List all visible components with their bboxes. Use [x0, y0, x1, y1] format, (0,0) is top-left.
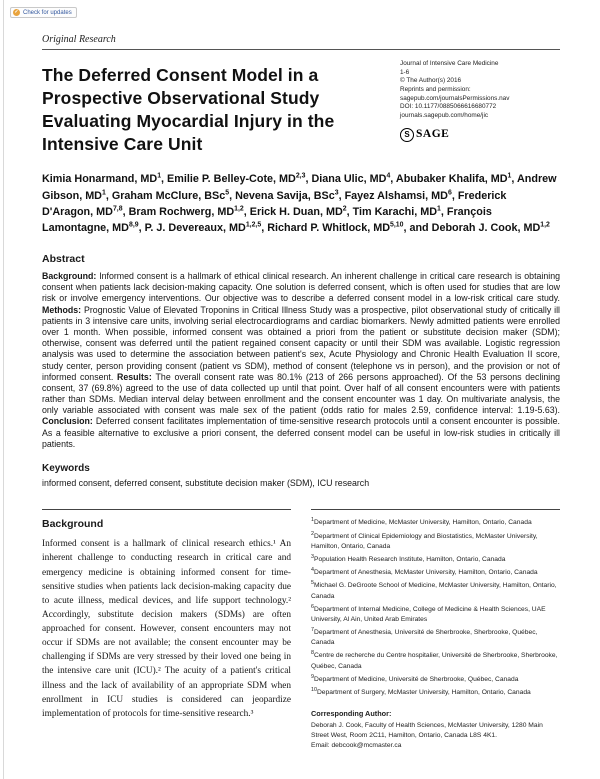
author-affiliation-sup: 3: [334, 188, 339, 196]
sage-wordmark: SAGE: [416, 128, 450, 141]
affiliation-number: 2: [311, 530, 314, 537]
abstract-text: Background: Informed consent is a hallmark of ethical clinical research. An inherent challenge in critical care research is obtaining consent when patients lack decision-making capacity. One solution is deferred consent, which is often used for studies that are low risk or involve emergency interventions. Our objective was to describe a deferred consent model in a low-risk critical care study. Methods: Prognostic Value of Elevated Troponins in Critical Illness Study was a prospective, pilot observational study of critically ill patients in 3 intensive care units, involving serial electrocardiograms and cardiac biomarkers. Newly admitted patients were enrolled over 1 month. When possible, informed consent was obtained a priori from the patient or substitute decision maker (SDM); otherwise, consent was deferred until the patient regained consent capacity or until their SDM was available. Logistic regression analysis was used to determine the association between patient's sex, Acute Physiology and Chronic Health Evaluation II score, study center, person providing consent (patient vs SDM), method of consent (telephone vs in person), and the provision or not of informed consent. Results: The overall consent rate was 80.1% (213 of 266 persons approached). Of the 53 persons declining consent, 37 (69.8%) agreed to the use of data collected up until that point. Over half of all consent encounters were with patients rather than SDMs. Median interval delay between enrollment and the consent encounter was 1 day. On multivariate analysis, the only variable associated with consent was male sex of the patient (odds ratio for males 2.59, confidence interval: 1.19-5.63). Conclusion: Deferred consent facilitates implementation of time-sensitive research protocols until a consent encounter is possible. As a feasible alternative to exclusive a priori consent, the deferred consent model can be useful in low-risk studies in critically ill patients.: [42, 271, 560, 449]
abstract-section: [42, 253, 560, 450]
article-type-label: Original Research: [42, 34, 116, 45]
two-column-body: [42, 509, 560, 751]
abstract-section-label: Background:: [42, 271, 100, 282]
author-name: Kimia Honarmand, $MD^1$: [42, 172, 162, 186]
author-affiliation-sup: 2: [342, 205, 347, 213]
author-name: Frederick D'Aragon, MD$^{7,8}$: [42, 189, 507, 218]
affiliation-number: 4: [311, 567, 314, 574]
journal-info-line: Reprints and permission:: [400, 85, 471, 93]
affiliation-item: $^4$Department of Anesthesia, McMaster University, Hamilton, Ontario, Canada: [311, 567, 538, 577]
author-affiliation-sup: 1,2: [540, 221, 550, 229]
author-name: Bram Rochwerg, MD$^{1,2}$: [128, 205, 244, 218]
author-affiliation-sup: 5: [225, 188, 230, 196]
author-affiliation-sup: 1: [437, 205, 441, 213]
background-text: Informed consent is a hallmark of clinical research ethics.¹ An inherent challenge to conducting research in critical care and emergency medicine is obtaining informed consent for time-sensitive studies when patients lack decision-making capacity due to acute illness, medical devices, and life support technology.² Accordingly, substitute decision makers (SDMs) are often approached for consent. However, consent encounters may not occur if SDMs are not available; the consent encounter may be challenging if SDMs are very stressed by their loved one being in the intensive care unit (ICU).² The acuity of a patient's critical illness and the lack of availability of an appropriate SDM when enrollment in ICU studies is considered can jeopardize implementation of protocols for time-sensitive research.³: [42, 539, 291, 719]
author-name: Diana Ulic, $MD^4$: [311, 172, 391, 186]
author-affiliation-sup: 1: [157, 172, 162, 180]
keywords-heading: Keywords: [42, 462, 90, 474]
article-title: The Deferred Consent Model in a Prospective Observational Study Evaluating Myocardial Injury in the Intensive Care Unit: [42, 65, 335, 155]
affiliation-item: $^1$Department of Medicine, McMaster University, Hamilton, Ontario, Canada: [311, 517, 532, 527]
affiliation-number: 5: [311, 580, 314, 587]
affiliation-number: 8: [311, 650, 314, 657]
affiliation-item: $^9$Department of Medicine, Université de Sherbrooke, Québec, Canada: [311, 673, 519, 684]
author-list: Kimia Honarmand, $MD^1$, Emilie P. Belley-Cote, MD$^{2,3}$, Diana Ulic, $MD^4$, Abubaker Khalifa, $MD^1$, Andrew Gibson, $MD^1$, Graham McClure, BSc$^5$, Nevena Savija, BSc$^3$, Fayez Alshamsi, $MD^6$, Frederick D'Aragon, MD$^{7,8}$, Bram Rochwerg, MD$^{1,2}$, Erick H. Duan, $MD^2$, Tim Karachi, $MD^1$, François Lamontagne, MD$^{8,9}$, P. J. Devereaux, MD$^{1,2,5}$, Richard P. Whitlock, MD$^{5,10}$, and Deborah J. Cook, MD$^{1,2}$: [42, 172, 557, 234]
abstract-section-label: Conclusion:: [42, 416, 96, 427]
header-row: [42, 58, 560, 156]
author-name: and Deborah J. Cook, MD$^{1,2}$: [409, 221, 550, 234]
affiliation-number: 7: [311, 627, 314, 634]
journal-info-line: sagepub.com/journalsPermissions.nav: [400, 94, 510, 102]
scan-edge-line: [3, 0, 4, 779]
author-name: Abubaker Khalifa, $MD^1$: [395, 172, 512, 186]
author-name: Erick H. Duan, $MD^2$: [249, 205, 347, 218]
journal-info-line: 1-6: [400, 68, 410, 76]
affiliation-item: $^5$Michael G. DeGroote School of Medicine, McMaster University, Hamilton, Ontario, Canada: [311, 580, 557, 600]
abstract-heading: Abstract: [42, 253, 85, 266]
abstract-section-label: Results:: [117, 371, 156, 382]
author-affiliation-sup: 4: [386, 172, 391, 180]
check-for-updates-badge[interactable]: [10, 7, 77, 18]
author-name: Richard P. Whitlock, MD$^{5,10}$: [267, 221, 404, 234]
author-name: Fayez Alshamsi, $MD^6$: [344, 188, 452, 202]
author-affiliation-sup: 7,8: [112, 205, 123, 213]
journal-info-line: journals.sagepub.com/home/jic: [400, 111, 489, 119]
author-name: Andrew Gibson, $MD^1$: [42, 173, 557, 202]
corresponding-author-text: Deborah J. Cook, Faculty of Health Sciences, McMaster University, 1280 Main Street West, Room 2C11, Hamilton, Ontario, Canada L8S 4K1.: [311, 722, 543, 740]
background-heading: Background: [42, 509, 291, 530]
author-affiliation-sup: 6: [447, 188, 452, 196]
affiliation-number: 6: [311, 603, 314, 610]
right-column: [311, 509, 560, 751]
author-affiliation-sup: 1,2,5: [245, 221, 262, 229]
journal-info-lines: [400, 60, 560, 120]
affiliation-item: $^7$Department of Anesthesia, Université de Sherbrooke, Sherbrooke, Québec, Canada: [311, 627, 538, 647]
author-affiliation-sup: 8,9: [128, 221, 139, 229]
affiliation-number: 10: [311, 687, 317, 694]
corresponding-author-email[interactable]: Email: debcook@mcmaster.ca: [311, 742, 402, 750]
abstract-section-label: Methods:: [42, 304, 84, 315]
crossmark-check-icon: ✓: [14, 9, 19, 15]
keywords-section: [42, 463, 560, 489]
affiliation-item: $^3$Population Health Research Institute, Hamilton, Ontario, Canada: [311, 553, 506, 564]
author-name: Emilie P. Belley-Cote, MD$^{2,3}$: [167, 172, 306, 186]
journal-info-line: © The Author(s) 2016: [400, 77, 462, 85]
affiliation-number: 9: [311, 673, 314, 680]
author-affiliation-sup: 1,2: [234, 205, 244, 213]
sage-circle-s-icon: S: [400, 128, 414, 142]
journal-info-line: Journal of Intensive Care Medicine: [400, 60, 499, 67]
affiliation-item: $^2$Department of Clinical Epidemiology and Biostatistics, McMaster University, Hamilton, Ontario, Canada: [311, 530, 538, 550]
affiliations-list: [311, 509, 560, 698]
author-name: Tim Karachi, $MD^1$: [352, 205, 441, 218]
affiliation-item: $^8$Centre de recherche du Centre hospitalier, Université de Sherbrooke, Sherbrooke, Québec, Canada: [311, 650, 558, 670]
journal-info-line: DOI: 10.1177/0885066616680772: [400, 103, 497, 111]
keywords-text: informed consent, deferred consent, substitute decision maker (SDM), ICU research: [42, 477, 370, 488]
author-name: Graham McClure, BSc$^5$: [111, 188, 230, 202]
author-affiliation-sup: 5,10: [390, 221, 404, 229]
left-column: [42, 509, 291, 751]
author-affiliation-sup: 1: [101, 188, 106, 196]
author-name: P. J. Devereaux, MD$^{1,2,5}$: [144, 221, 262, 234]
affiliation-number: 3: [311, 553, 314, 560]
affiliation-item: $^6$Department of Internal Medicine, College of Medicine & Health Sciences, UAE University, Al Ain, United Arab Emirates: [311, 603, 546, 624]
author-name: Nevena Savija, BSc$^3$: [235, 188, 339, 202]
author-name: François Lamontagne, MD$^{8,9}$: [42, 205, 492, 234]
corresponding-author-heading: Corresponding Author:: [311, 709, 392, 719]
header-rule: [42, 49, 560, 50]
author-affiliation-sup: 1: [507, 172, 512, 180]
affiliation-number: 1: [311, 517, 314, 524]
affiliation-item: $^{10}$Department of Surgery, McMaster University, Hamilton, Ontario, Canada: [311, 687, 531, 697]
check-for-updates-label: Check for updates: [23, 9, 72, 16]
corresponding-author-block: [311, 709, 560, 751]
journal-info-block: [400, 58, 560, 156]
author-affiliation-sup: 2,3: [295, 172, 306, 180]
sage-logo: [400, 127, 560, 143]
